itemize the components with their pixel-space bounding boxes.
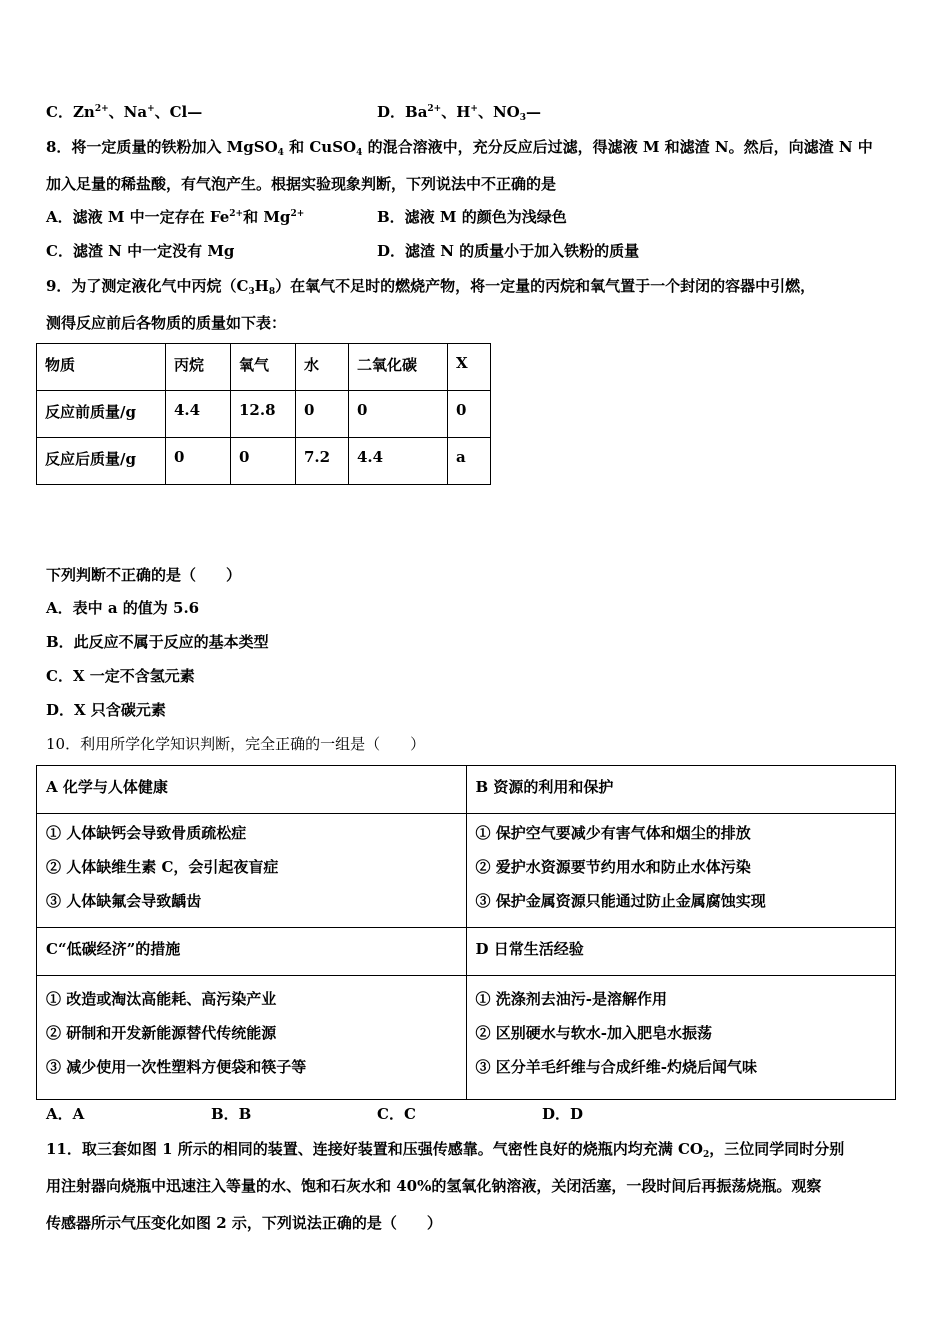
q7-option-c: C．$Zn^{2+}$、Na+、Cl— (46, 103, 203, 121)
table-cell: 4.4 (349, 438, 448, 485)
table-cell: 0 (448, 391, 491, 438)
q10-stem: 10．利用所学化学知识判断，完全正确的一组是（ ） (46, 735, 426, 753)
q10-option-a: A．A (46, 1105, 85, 1123)
list-item: ③ 减少使用一次性塑料方便袋和筷子等 (46, 1058, 307, 1076)
table-cell: 0 (166, 438, 231, 485)
table-cell: 0 (296, 391, 349, 438)
table-cell: 0 (349, 391, 448, 438)
list-item: ① 改造或淘汰高能耗、高污染产业 (46, 990, 277, 1008)
table-row (37, 438, 491, 485)
q9-stem-line1: 9．为了测定液化气中丙烷$(C_3H_8)$在氧气不足时的燃烧产物，将一定量的丙烷和氧气置于一个封闭的容器中引燃， (46, 277, 816, 297)
list-item: ① 洗涤剂去油污-是溶解作用 (475, 990, 667, 1008)
q11-stem-line1: 11．取三套如图 1 所示的相同的装置、连接好装置和压强传感靠。气密性良好的烧瓶内均充满 $CO_2$，三位同学同时分别 (46, 1140, 845, 1160)
q8-option-a: A．滤液 M 中一定存在 $Fe^{2+}$和 $Mg^{2+}$ (46, 208, 305, 226)
q10-option-b: B．B (211, 1105, 252, 1123)
q9-option-c: C．X 一定不含氢元素 (46, 667, 195, 685)
table-cell: 7.2 (296, 438, 349, 485)
list-item: ① 保护空气要减少有害气体和烟尘的排放 (475, 824, 751, 842)
group-b-title: B 资源的利用和保护 (466, 766, 896, 814)
list-item: ② 区别硬水与软水-加入肥皂水振荡 (475, 1024, 712, 1042)
group-a-title: A 化学与人体健康 (37, 766, 467, 814)
table-row (37, 391, 491, 438)
list-item: ③ 区分羊毛纤维与合成纤维-灼烧后闻气味 (475, 1058, 757, 1076)
q11-stem-line3: 传感器所示气压变化如图 2 示，下列说法正确的是（ ） (46, 1214, 442, 1232)
group-c-items (37, 976, 467, 1100)
table-header-cell: 丙烷 (166, 344, 231, 391)
list-item: ② 研制和开发新能源替代传统能源 (46, 1024, 277, 1042)
q10-option-d: D．D (542, 1105, 584, 1123)
list-item: ② 爱护水资源要节约用水和防止水体污染 (475, 858, 751, 876)
table-header-row (37, 344, 491, 391)
q9-option-a: A．表中 a 的值为 5.6 (46, 599, 200, 617)
group-b-items (466, 814, 896, 928)
list-item: ③ 人体缺氟会导致龋齿 (46, 892, 202, 910)
table-header-cell: 二氧化碳 (349, 344, 448, 391)
table-header-cell: 物质 (37, 344, 166, 391)
q7-option-d: D．$Ba^{2+}$、H+、$NO_3—$ (377, 103, 542, 123)
q8-option-c: C．滤渣 N 中一定没有 Mg (46, 242, 235, 260)
table-cell: 0 (231, 438, 296, 485)
table-header-cell: 水 (296, 344, 349, 391)
table-cell: 反应前质量/g (37, 391, 166, 438)
q9-stem-line2: 测得反应前后各物质的质量如下表： (46, 314, 287, 332)
table-header-cell: 氧气 (231, 344, 296, 391)
table-header-cell: X (448, 344, 491, 391)
q8-stem-line1: 8．将一定质量的铁粉加入 MgSO$_4$ 和 CuSO$_4$ 的混合溶液中，充分反应后过滤，得滤液 M 和滤渣 N。然后，向滤渣 N 中 (46, 138, 873, 158)
q10-option-c: C．C (377, 1105, 416, 1123)
q9-mass-table (36, 343, 491, 485)
group-a-items (37, 814, 467, 928)
table-cell: 12.8 (231, 391, 296, 438)
q10-knowledge-table (36, 765, 896, 1100)
q11-stem-line2: 用注射器向烧瓶中迅速注入等量的水、饱和石灰水和 40%的氢氧化钠溶液，关闭活塞，一段时间后再振荡烧瓶。观察 (46, 1177, 822, 1195)
list-item: ① 人体缺钙会导致骨质疏松症 (46, 824, 247, 842)
group-d-title: D 日常生活经验 (466, 928, 896, 976)
table-cell: a (448, 438, 491, 485)
q9-question: 下列判断不正确的是（ ） (46, 566, 242, 584)
list-item: ② 人体缺维生素 C，会引起夜盲症 (46, 858, 279, 876)
q8-option-b: B．滤液 M 的颜色为浅绿色 (377, 208, 567, 226)
table-cell: 4.4 (166, 391, 231, 438)
list-item: ③ 保护金属资源只能通过防止金属腐蚀实现 (475, 892, 766, 910)
q8-option-d: D．滤渣 N 的质量小于加入铁粉的质量 (377, 242, 640, 260)
q8-stem-line2: 加入足量的稀盐酸，有气泡产生。根据实验现象判断，下列说法中不正确的是 (46, 175, 557, 193)
q9-option-b: B．此反应不属于反应的基本类型 (46, 633, 269, 651)
group-d-items (466, 976, 896, 1100)
q9-option-d: D．X 只含碳元素 (46, 701, 166, 719)
table-cell: 反应后质量/g (37, 438, 166, 485)
group-c-title: C“低碳经济”的措施 (37, 928, 467, 976)
